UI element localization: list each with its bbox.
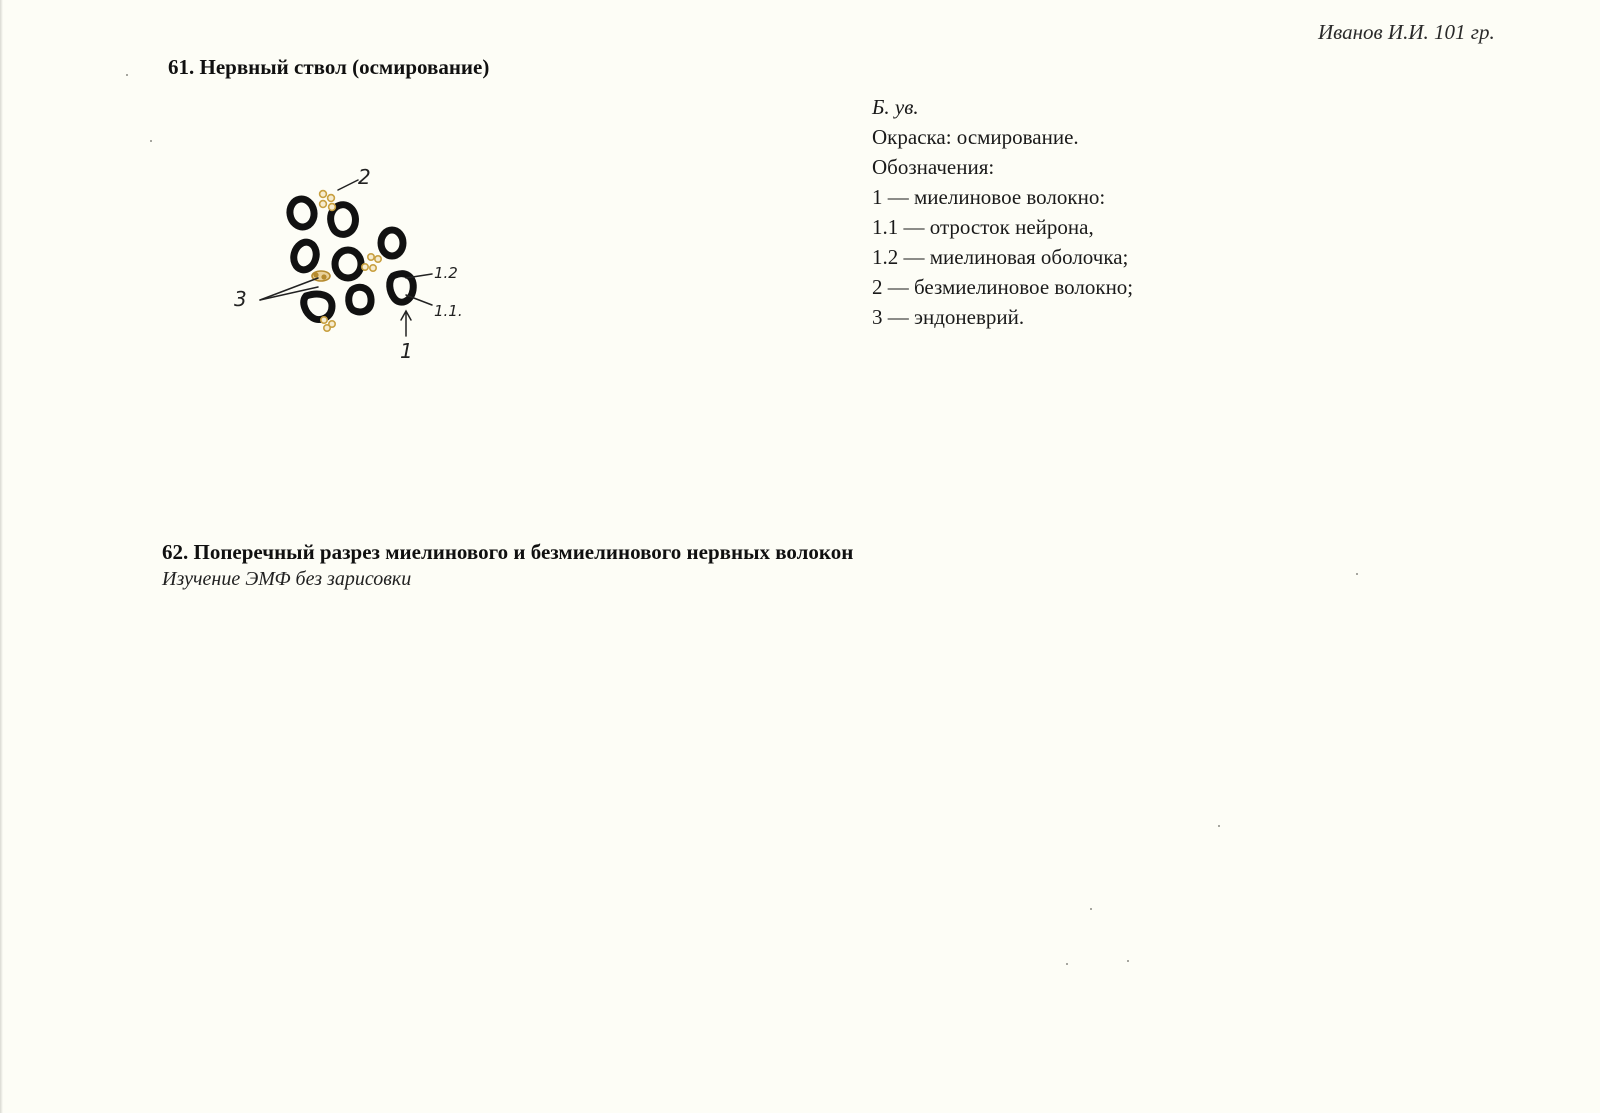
nerve-trunk-drawing — [220, 160, 490, 375]
myelinated-fibers — [288, 197, 414, 319]
unmyelinated-fiber — [370, 265, 376, 271]
scan-speck — [1127, 960, 1129, 962]
leader-2 — [338, 180, 358, 190]
myelinated-fiber — [304, 294, 332, 319]
scan-speck — [1356, 573, 1358, 575]
magnification-label: Б. ув. — [872, 95, 919, 119]
legend-block — [872, 92, 1133, 332]
page-edge — [0, 0, 3, 1113]
unmyelinated-fiber — [329, 204, 336, 211]
legend-item: 1 — миелиновое волокно: — [872, 185, 1106, 209]
unmyelinated-fiber — [362, 264, 368, 270]
unmyelinated-fiber — [375, 256, 381, 262]
label-1-1: 1.1. — [434, 302, 463, 320]
section-62-note: Изучение ЭМФ без зарисовки — [162, 568, 412, 590]
scan-speck — [150, 140, 152, 142]
unmyelinated-fiber — [324, 325, 330, 331]
designations-title: Обозначения: — [872, 155, 995, 179]
label-1: 1 — [400, 339, 413, 363]
unmyelinated-fiber — [368, 254, 374, 260]
scan-speck — [1090, 908, 1092, 910]
scan-speck — [1218, 825, 1220, 827]
scan-speck — [1066, 963, 1068, 965]
legend-item: 1.2 — миелиновая оболочка; — [872, 245, 1129, 269]
label-1-2: 1.2 — [434, 264, 458, 282]
legend-item: 1.1 — отросток нейрона, — [872, 215, 1094, 239]
legend-item: 3 — эндоневрий. — [872, 305, 1025, 329]
section-62-title: 62. Поперечный разрез миелинового и безмиелинового нервных волокон — [162, 540, 854, 564]
myelinated-fiber — [288, 197, 316, 229]
label-2: 2 — [358, 165, 371, 189]
legend-item: 2 — безмиелиновое волокно; — [872, 275, 1134, 299]
author-signature: Иванов И.И. 101 гр. — [1318, 20, 1495, 44]
myelinated-fiber — [349, 287, 371, 312]
section-61-title: 61. Нервный ствол (осмирование) — [168, 55, 490, 79]
myelinated-fiber — [335, 250, 361, 278]
unmyelinated-fiber — [320, 201, 327, 208]
unmyelinated-fiber — [321, 317, 327, 323]
unmyelinated-fiber — [320, 191, 327, 198]
unmyelinated-fiber — [328, 195, 335, 202]
myelinated-fiber — [291, 240, 319, 273]
scan-speck — [126, 74, 128, 76]
myelinated-fiber — [381, 230, 403, 256]
stain-label: Окраска: осмирование. — [872, 125, 1079, 149]
label-3: 3 — [234, 287, 247, 311]
